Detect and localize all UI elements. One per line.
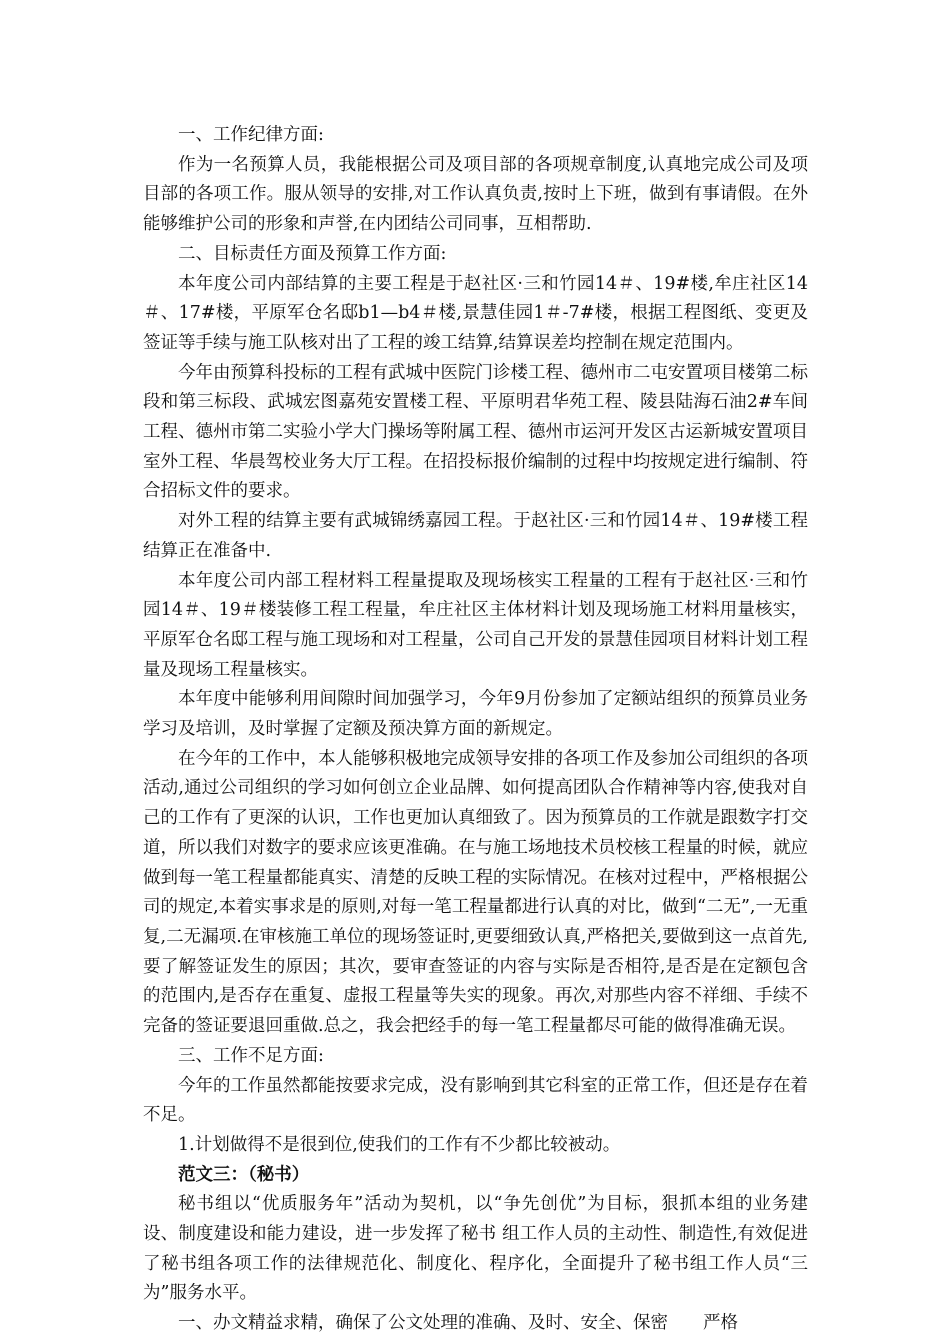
section-heading-work-discipline: 一、工作纪律方面: xyxy=(178,125,324,145)
paragraph: 作为一名预算人员，我能根据公司及项目部的各项规章制度,认真地完成公司及项目部的各项工作。服从领导的安排,对工作认真负责,按时上下班，做到有事请假。在外能够维护公司的形象和声誉,在内团结公司同事，互相帮助. xyxy=(143,154,808,235)
section-heading-shortcomings: 三、工作不足方面: xyxy=(178,1045,324,1066)
paragraph: 本年度公司内部工程材料工程量提取及现场核实工程量的工程有于赵社区·三和竹园14＃、19＃楼装修工程工程量，牟庄社区主体材料计划及现场施工材料用量核实，平原军仓名邸工程与施工现场和对工程量，公司自己开发的景慧佳园项目材料计划工程量及现场工程量核实。 xyxy=(143,570,808,680)
sample-heading-secretary: 范文三：（秘书） xyxy=(178,1164,310,1185)
paragraph: 秘书组以“优质服务年”活动为契机，以“争先创优”为目标，狠抓本组的业务建设、制度建设和能力建设，进一步发挥了秘书 组工作人员的主动性、制造性,有效促进了秘书组各项工作的法律规范化、制度化、程序化，全面提升了秘书组工作人员“三为”服务水平。 xyxy=(143,1194,808,1304)
paragraph: 本年度公司内部结算的主要工程是于赵社区·三和竹园14＃、19#楼,牟庄社区14＃、17#楼，平原军仓名邸b1—b4＃楼,景慧佳园1＃-7#楼，根据工程图纸、变更及签证等手续与施工队核对出了工程的竣工结算,结算误差均控制在规定范围内。 xyxy=(143,273,808,353)
paragraph: 在今年的工作中，本人能够积极地完成领导安排的各项工作及参加公司组织的各项活动,通过公司组织的学习如何创立企业品牌、如何提高团队合作精神等内容,使我对自己的工作有了更深的认识，工作也更加认真细致了。因为预算员的工作就是跟数字打交道，所以我们对数字的要求应该更准确。在与施工场地技术员校核工程量的时候，就应做到每一笔工程量都能真实、清楚的反映工程的实际情况。在核对过程中，严格根据公司的规定,本着实事求是的原则,对每一笔工程量都进行认真的对比，做到“二无”,一无重复,二无漏项.在审核施工单位的现场签证时,更要细致认真,严格把关,要做到这一点首先,要了解签证发生的原因；其次，要审查签证的内容与实际是否相符,是否是在定额包含的范围内,是否存在重复、虚报工程量等失实的现象。再次,对那些内容不祥细、手续不完备的签证要退回重做.总之，我会把经手的每一笔工程量都尽可能的做得准确无误。 xyxy=(143,748,808,1037)
list-item: 1.计划做得不是很到位,使我们的工作有不少都比较被动。 xyxy=(178,1134,621,1155)
section-heading-goals-budget: 二、目标责任方面及预算工作方面: xyxy=(178,243,447,264)
document-body xyxy=(143,121,808,1339)
paragraph: 今年的工作虽然都能按要求完成，没有影响到其它科室的正常工作，但还是存在着不足。 xyxy=(143,1075,808,1126)
paragraph: 对外工程的结算主要有武城锦绣嘉园工程。于赵社区·三和竹园14＃、19#楼工程结算正在准备中. xyxy=(143,511,808,561)
section-heading-document-handling: 一、办文精益求精，确保了公文处理的准确、及时、安全、保密 严格 xyxy=(178,1313,738,1334)
paragraph: 本年度中能够利用间隙时间加强学习，今年9月份参加了定额站组织的预算员业务学习及培训，及时掌握了定额及预决算方面的新规定。 xyxy=(143,689,808,740)
paragraph: 今年由预算科投标的工程有武城中医院门诊楼工程、德州市二屯安置项目楼第二标段和第三标段、武城宏图嘉苑安置楼工程、平原明君华苑工程、陵县陆海石油2#车间工程、德州市第二实验小学大门操场等附属工程、德州市运河开发区古运新城安置项目室外工程、华晨驾校业务大厅工程。在招投标报价编制的过程中均按规定进行编制、符合招标文件的要求。 xyxy=(143,362,808,502)
